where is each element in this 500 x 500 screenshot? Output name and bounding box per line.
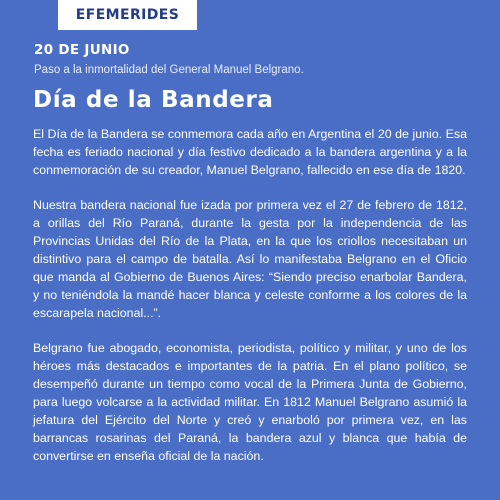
paragraph-3: Belgrano fue abogado, economista, periodista, político y militar, y uno de los héroes más destacados e importantes de la patria. En el plano político, se desempeñó durante un tiempo como vocal de la Primera Junta de Gobierno, para luego volcarse a la actividad militar. En 1812 Manuel Belgrano asumió la jefatura del Ejército del Norte y creó y enarboló por primera vez, en las barrancas rosarinas del Paraná, la bandera azul y blanca que había de convertirse en enseña oficial de la nación. [33, 341, 467, 463]
article-body [33, 125, 467, 482]
date-heading: 20 DE JUNIO [34, 42, 130, 58]
paragraph-1: El Día de la Bandera se conmemora cada año en Argentina el 20 de junio. Esa fecha es feriado nacional y día festivo dedicado a la bandera argentina y a la conmemoración de su creador, Manuel Belgrano, fallecido en ese día de 1820. [33, 127, 467, 177]
section-tag: EFEMERIDES [58, 0, 197, 30]
subtitle: Paso a la inmortalidad del General Manuel Belgrano. [34, 64, 304, 76]
paragraph-2: Nuestra bandera nacional fue izada por primera vez el 27 de febrero de 1812, a orillas del Río Paraná, durante la gesta por la independencia de las Provincias Unidas del Río de la Plata, en la que los criollos necesitaban un distintivo para el campo de batalla. Así lo manifestaba Belgrano en el Oficio que manda al Gobierno de Buenos Aires: “Siendo preciso enarbolar Bandera, y no teniéndola la mandé hacer blanca y celeste conforme a los colores de la escarapela nacional...”. [33, 198, 467, 320]
page-title: Día de la Bandera [33, 87, 274, 113]
